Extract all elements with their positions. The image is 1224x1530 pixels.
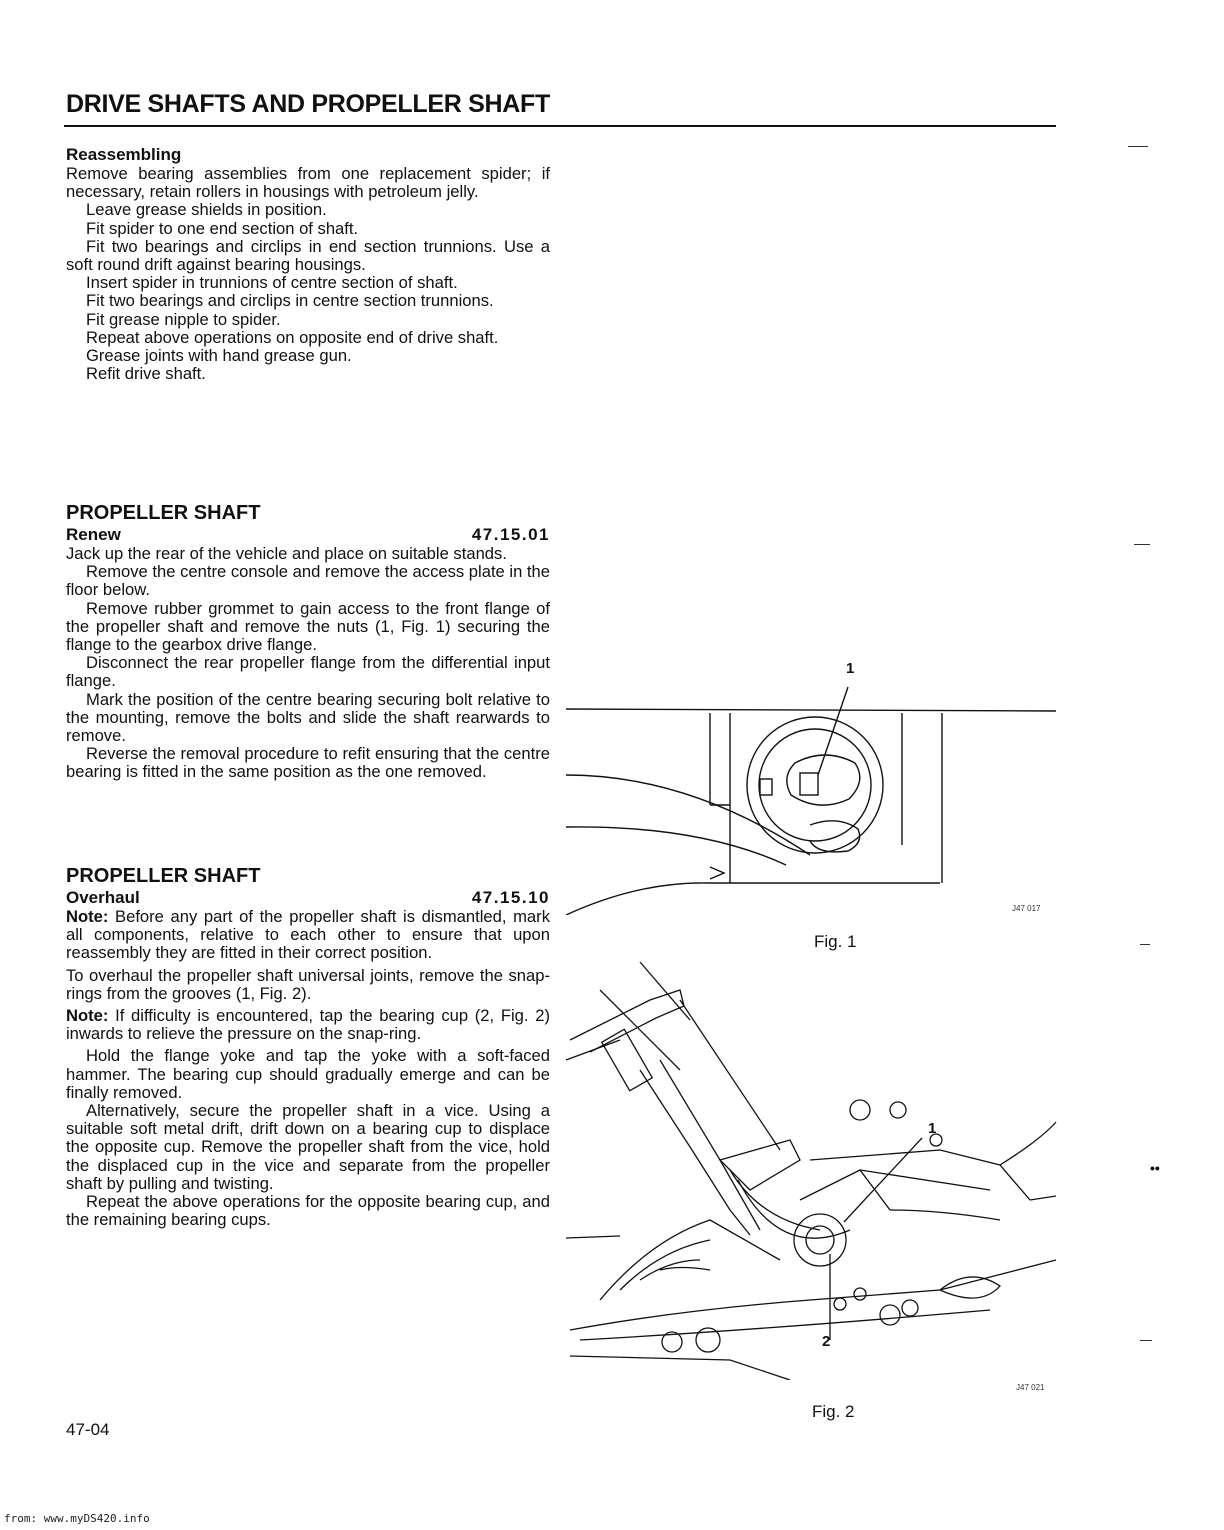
body-paragraph: Remove bearing assemblies from one replacement spider; if necessary, retain rollers in housings with petroleum jelly. (66, 164, 550, 202)
body-paragraph: Reverse the removal procedure to refit ensuring that the centre bearing is fitted in the same position as the one removed. (66, 744, 550, 782)
figure-2-callout-1: 1 (928, 1120, 937, 1137)
figure-2-callout-2: 2 (822, 1333, 831, 1350)
body-paragraph: Grease joints with hand grease gun. (86, 346, 352, 366)
margin-mark (1128, 146, 1148, 147)
reassembling-section (66, 145, 550, 383)
figure-1-callout: 1 (846, 660, 855, 677)
renew-section-title: PROPELLER SHAFT (66, 502, 261, 524)
figure-1-caption: Fig. 1 (814, 932, 857, 951)
figure-2-caption: Fig. 2 (812, 1402, 855, 1421)
page-title: DRIVE SHAFTS AND PROPELLER SHAFT (66, 90, 550, 118)
body-paragraph: Disconnect the rear propeller flange from the differential input flange. (66, 653, 550, 691)
header-rule (64, 125, 1056, 127)
body-paragraph: Fit spider to one end section of shaft. (86, 218, 359, 238)
body-paragraph: Fit two bearings and circlips in centre section trunnions. (86, 291, 494, 311)
overhaul-subheading: Overhaul (66, 888, 140, 907)
body-paragraph: Remove rubber grommet to gain access to the front flange of the propeller shaft and remove the nuts (1, Fig. 1) securing the flange to the gearbox drive flange. (66, 598, 550, 655)
note-label: Note: (66, 1006, 109, 1026)
margin-mark (1134, 544, 1150, 545)
renew-subheading: Renew (66, 525, 121, 544)
overhaul-paragraph: To overhaul the propeller shaft universal joints, remove the snap-rings from the grooves (1, Fig. 2). (66, 965, 550, 1003)
figure-2-illustration (560, 960, 1060, 1380)
overhaul-note-2 (66, 1007, 550, 1043)
overhaul-section-title: PROPELLER SHAFT (66, 865, 261, 887)
body-paragraph: Refit drive shaft. (86, 364, 206, 384)
note-text: If difficulty is encountered, tap the bearing cup (2, Fig. 2) inwards to relieve the pressure on the snap-ring. (66, 1006, 550, 1044)
renew-body (66, 545, 550, 782)
reassembling-heading: Reassembling (66, 145, 182, 164)
note-text: Before any part of the propeller shaft is dismantled, mark all components, relative to each other to ensure that upon reassembly they are fitted in their correct position. (66, 907, 550, 963)
page-number: 47-04 (66, 1420, 110, 1439)
margin-dots: •• (1150, 1160, 1160, 1176)
body-paragraph: Leave grease shields in position. (86, 200, 327, 220)
margin-mark (1140, 1340, 1152, 1341)
overhaul-paragraph: Alternatively, secure the propeller shaft in a vice. Using a suitable soft metal drift, drift down on a bearing cup to displace the opposite cup. Remove the propeller shaft from the vice, hold the displaced cup in the vice and separate from the propeller shaft by pulling and twisting. (66, 1101, 550, 1193)
overhaul-operation-ref: 47.15.10 (471, 888, 550, 907)
overhaul-paragraph: Hold the flange yoke and tap the yoke with a soft-faced hammer. The bearing cup should gradually emerge and can be finally removed. (66, 1046, 550, 1102)
overhaul-note-1 (66, 908, 550, 963)
overhaul-section (66, 864, 550, 1229)
renew-operation-ref: 47.15.01 (471, 525, 550, 544)
overhaul-paragraph: Repeat the above operations for the opposite bearing cup, and the remaining bearing cups. (66, 1192, 550, 1230)
renew-subheading-row (66, 525, 550, 545)
body-paragraph: Jack up the rear of the vehicle and place on suitable stands. (66, 544, 507, 563)
body-paragraph: Fit two bearings and circlips in end section trunnions. Use a soft round drift against bearing housings. (66, 236, 550, 275)
figure-2-code: J47 021 (1016, 1383, 1045, 1392)
margin-mark (1140, 944, 1150, 945)
body-paragraph: Repeat above operations on opposite end of drive shaft. (86, 327, 499, 347)
overhaul-subheading-row (66, 888, 550, 908)
body-paragraph: Fit grease nipple to spider. (86, 309, 281, 329)
body-paragraph: Insert spider in trunnions of centre section of shaft. (86, 273, 458, 293)
renew-section (66, 501, 550, 782)
figure-1-code: J47 017 (1012, 904, 1041, 913)
footer-url: from: www.myDS420.info (4, 1512, 150, 1525)
reassembling-body (66, 165, 550, 383)
figure-1-illustration (560, 675, 1060, 915)
body-paragraph: Mark the position of the centre bearing securing bolt relative to the mounting, remove the bolts and slide the shaft rearwards to remove. (66, 689, 550, 746)
body-paragraph: Remove the centre console and remove the access plate in the floor below. (66, 562, 550, 600)
note-label: Note: (66, 907, 109, 926)
